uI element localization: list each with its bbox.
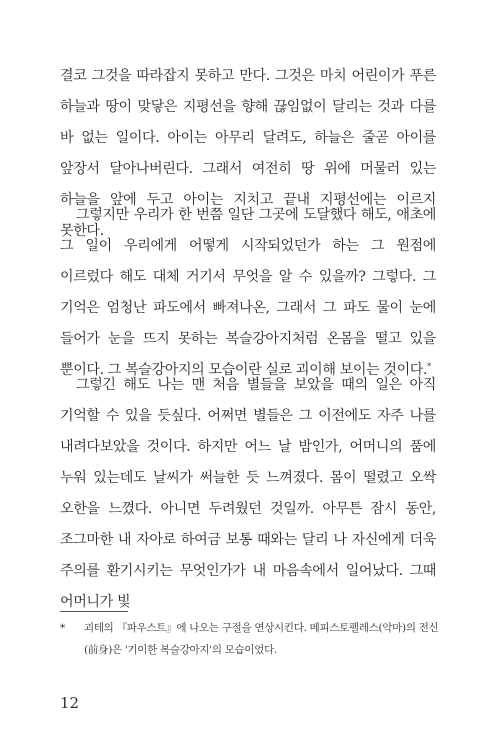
footnote-marker: * xyxy=(60,622,65,634)
footnote-reference[interactable]: * xyxy=(427,362,431,371)
paragraph-text: 그렇긴 해도 나는 맨 처음 별들을 보았을 때의 일은 아직 기억할 수 있을 듯싶다. 어쩌면 별들은 그 이전에도 자주 나를 내려다보았을 것이다. 하지만 어느 날 밤인가, 어머니의 품에 누워 있는데도 날씨가 써늘한 듯 느껴졌다. 몸이 떨렸고 오싹 오한을 느꼈다. 아니면 두려웠던 것일까. 아무튼 잠시 동안, 조그마한 내 자아로 하여금 보통 때와는 달리 나 자신에게 더욱 주의를 환기시키는 무엇인가가 내 마음속에서 일어났다. 그때 어머니가 빛 xyxy=(60,377,436,610)
footnote xyxy=(60,617,450,661)
footnote-text: 괴테의 『파우스트』에 나오는 구절을 연상시킨다. 메피스토펠레스(악마)의 전신(前身)은 '기이한 복슬강아지'의 모습이었다. xyxy=(84,622,439,656)
page-number: 12 xyxy=(60,694,80,712)
body-paragraph-2 xyxy=(60,200,436,386)
footnote-divider xyxy=(60,611,128,612)
paragraph-text: 결코 그것을 따라잡지 못하고 만다. 그것은 마치 어린이가 푸른 하늘과 땅이 맞닿은 지평선을 향해 끊임없이 달리는 것과 다를 바 없는 일이다. 아이는 아무리 달려도, 하늘은 줄곧 아이를 앞장서 달아나버린다. 그래서 여전히 땅 위에 머물러 있는 하늘을 앞에 두고 아이는 지치고 끝내 지평선에는 이르지 못한다. xyxy=(60,68,436,239)
body-paragraph-3 xyxy=(60,370,436,618)
paragraph-text: 그렇지만 우리가 한 번쯤 일단 그곳에 도달했다 해도, 애초에 그 일이 우리에게 어떻게 시작되었던가 하는 그 원점에 이르렀다 해도 대체 거기서 무엇을 알 수 있을까? 그렇다. 그 기억은 엄청난 파도에서 빠져나온, 그래서 그 파도 물이 눈에 들어가 눈을 뜨지 못하는 복슬강아지처럼 온몸을 떨고 있을 뿐이다. 그 복슬강아지의 모습이란 실로 괴이해 보이는 것이다. xyxy=(60,207,436,378)
